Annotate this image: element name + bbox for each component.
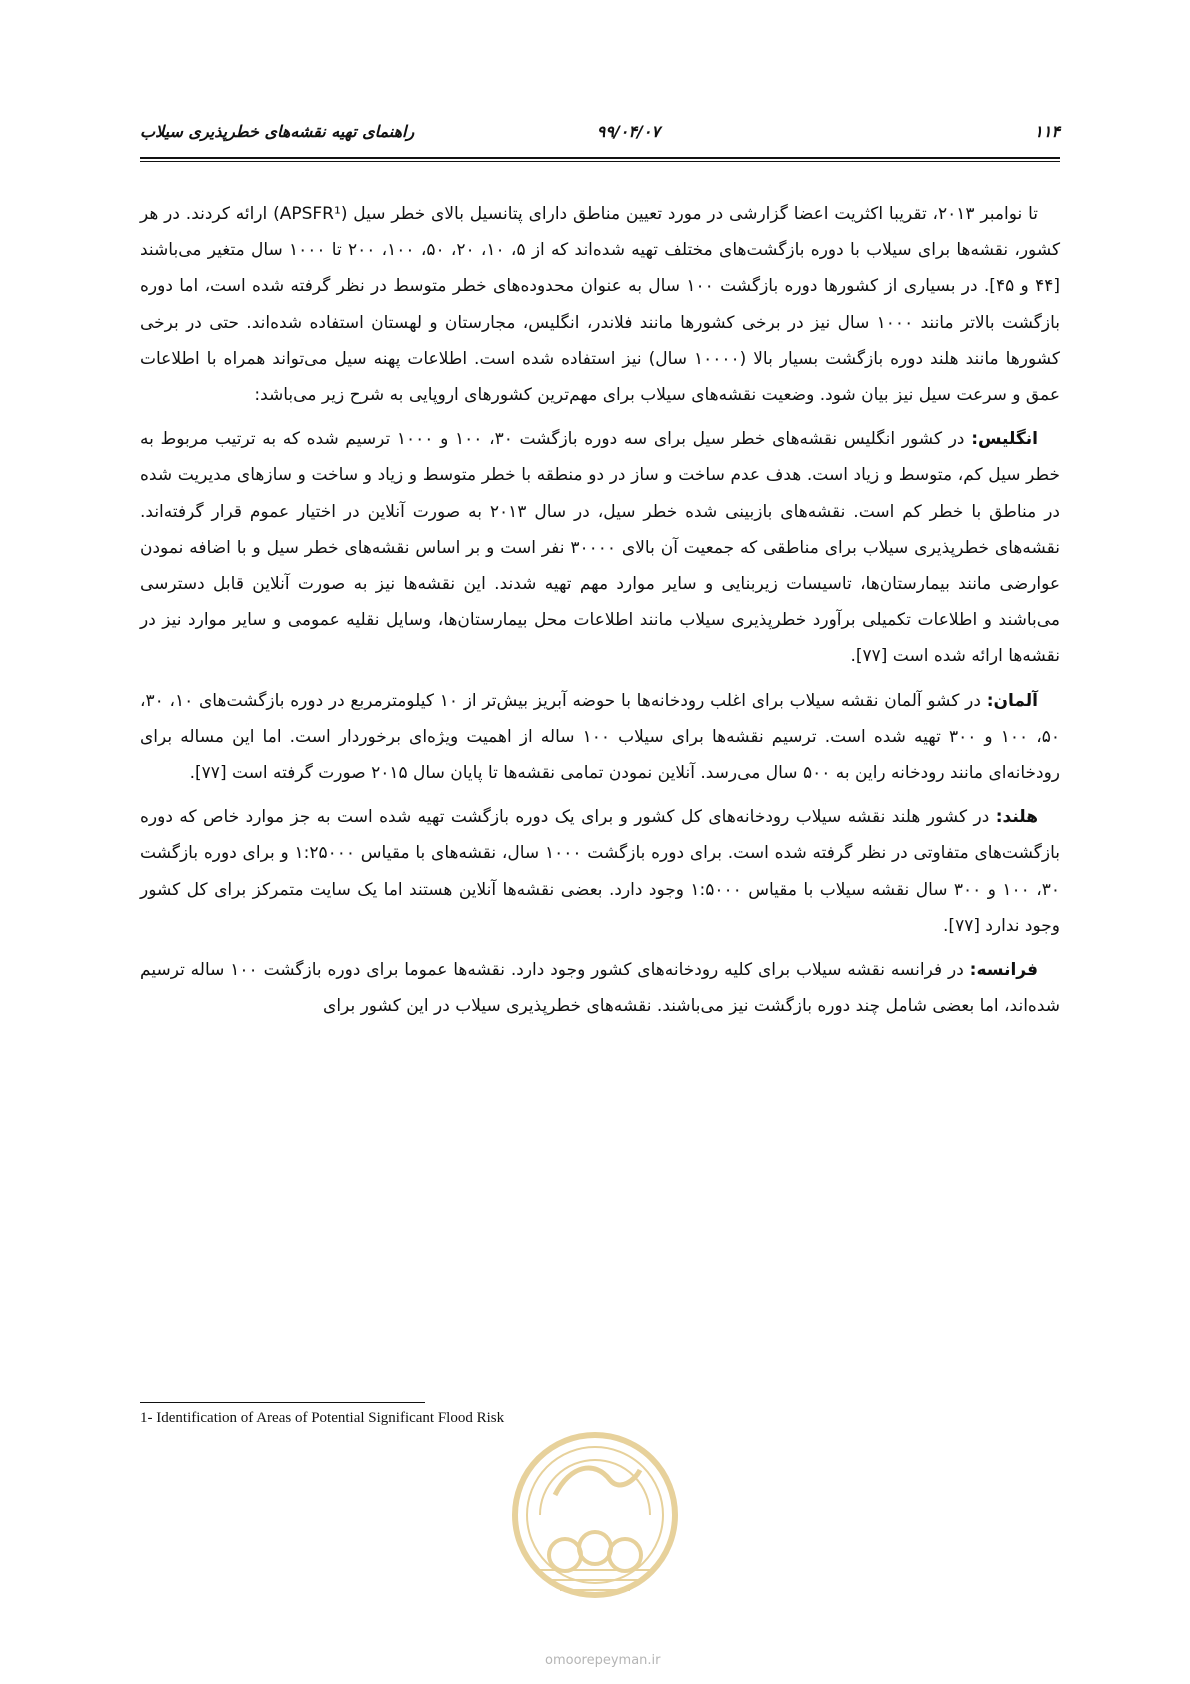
paragraph-lead: انگلیس: <box>971 429 1038 450</box>
footnote-rule <box>140 1402 425 1403</box>
body-text <box>140 196 1060 1032</box>
paragraph-lead: هلند: <box>995 807 1038 828</box>
paragraph-intro <box>140 196 1060 413</box>
watermark-url: omoorepeyman.ir <box>545 1653 661 1668</box>
paragraph-lead: آلمان: <box>986 690 1038 711</box>
paragraph-text: در کشو آلمان نقشه سیلاب برای اغلب رودخانه‌ها با حوضه آبریز بیش‌تر از ۱۰ کیلومترمربع در دوره بازگشت‌های ۱۰، ۳۰، ۵۰، ۱۰۰ و ۳۰۰ تهیه شده است. ترسیم نقشه‌ها برای سیلاب ۱۰۰ ساله از اهمیت ویژه‌ای برخوردار است. اما این مساله برای رودخانه‌ای مانند رودخانه راین به ۵۰۰ سال می‌رسد. آنلاین نمودن تمامی نقشه‌ها تا پایان سال ۲۰۱۵ صورت گرفته است [۷۷]. <box>140 690 1060 784</box>
paragraph-germany <box>140 683 1060 792</box>
page-header <box>140 122 1060 152</box>
paragraph-text: در فرانسه نقشه سیلاب برای کلیه رودخانه‌های کشور وجود دارد. نقشه‌ها عموما برای دوره بازگشت ۱۰۰ ساله ترسیم شده‌اند، اما بعضی شامل چند دوره بازگشت نیز می‌باشند. نقشه‌های خطرپذیری سیلاب در این کشور برای <box>140 960 1060 1017</box>
paragraph-lead: فرانسه: <box>969 960 1038 981</box>
seal-logo-icon <box>500 1420 690 1610</box>
paragraph-england <box>140 421 1060 674</box>
paragraph-france <box>140 952 1060 1024</box>
paragraph-text: در کشور هلند نقشه سیلاب رودخانه‌های کل کشور و برای یک دوره بازگشت تهیه شده است به جز موارد خاص که دوره بازگشت‌های متفاوتی در نظر گرفته شده است. برای دوره بازگشت ۱۰۰۰ سال، نقشه‌های با مقیاس ۱:۲۵۰۰۰ و برای دوره بازگشت ۳۰، ۱۰۰ و ۳۰۰ سال نقشه سیلاب با مقیاس ۱:۵۰۰۰ وجود دارد. بعضی نقشه‌ها آنلاین هستند اما یک سایت متمرکز برای کل کشور وجود ندارد [۷۷]. <box>140 807 1060 936</box>
paragraph-text: در کشور انگلیس نقشه‌های خطر سیل برای سه دوره بازگشت ۳۰، ۱۰۰ و ۱۰۰۰ ترسیم شده که به ترتیب مربوط به خطر سیل کم، متوسط و زیاد است. هدف عدم ساخت و ساز در دو منطقه با خطر متوسط و زیاد و ساخت و سازهای مدیریت شده در مناطق با خطر کم است. نقشه‌های بازبینی شده خطر سیل، در سال ۲۰۱۳ به صورت آنلاین در اختیار عموم قرار گرفته‌اند. نقشه‌های خطرپذیری سیلاب برای مناطقی که جمعیت آن بالای ۳۰۰۰۰ نفر است و بر اساس نقشه‌های خطر سیل و با اضافه نمودن عوارضی مانند بیمارستان‌ها، تاسیسات زیربنایی و سایر موارد مهم تهیه شدند. این نقشه‌ها نیز به صورت آنلاین قابل دسترسی می‌باشند و اطلاعات تکمیلی برآورد خطرپذیری سیلاب مانند اطلاعات محل بیمارستان‌ها، وسایل نقلیه عمومی و سایر موارد نیز در نقشه‌ها ارائه شده است [۷۷]. <box>140 429 1060 667</box>
page-number: ۱۱۴ <box>1034 122 1060 141</box>
paragraph-netherlands <box>140 799 1060 944</box>
header-date: ۹۹/۰۴/۰۷ <box>596 122 660 141</box>
footnote: 1- Identification of Areas of Potential Significant Flood Risk <box>140 1410 505 1426</box>
running-title: راهنمای تهیه نقشه‌های خطرپذیری سیلاب <box>140 122 415 141</box>
header-rule <box>140 157 1060 162</box>
paragraph-text: تا نوامبر ۲۰۱۳، تقریبا اکثریت اعضا گزارشی در مورد تعیین مناطق دارای پتانسیل بالای خطر سیل (APSFR¹) ارائه کردند. در هر کشور، نقشه‌ها برای سیلاب با دوره بازگشت‌های مختلف تهیه شده‌اند که از ۵، ۱۰، ۲۰، ۵۰، ۱۰۰، ۲۰۰ تا ۱۰۰۰ سال متغیر می‌باشند [۴۴ و ۴۵]. در بسیاری از کشورها دوره بازگشت ۱۰۰ سال به عنوان محدوده‌های خطر متوسط در نظر گرفته شده است، اما دوره بازگشت بالاتر مانند ۱۰۰۰ سال نیز در برخی کشورها مانند فلاندر، انگلیس، مجارستان و لهستان استفاده شده‌اند. حتی در برخی کشورها مانند هلند دوره بازگشت بسیار بالا (۱۰۰۰۰ سال) نیز استفاده شده است. اطلاعات پهنه سیل می‌تواند همراه با اطلاعات عمق و سرعت سیل نیز بیان شود. وضعیت نقشه‌های سیلاب برای مهم‌ترین کشورهای اروپایی به شرح زیر می‌باشد: <box>140 204 1061 406</box>
